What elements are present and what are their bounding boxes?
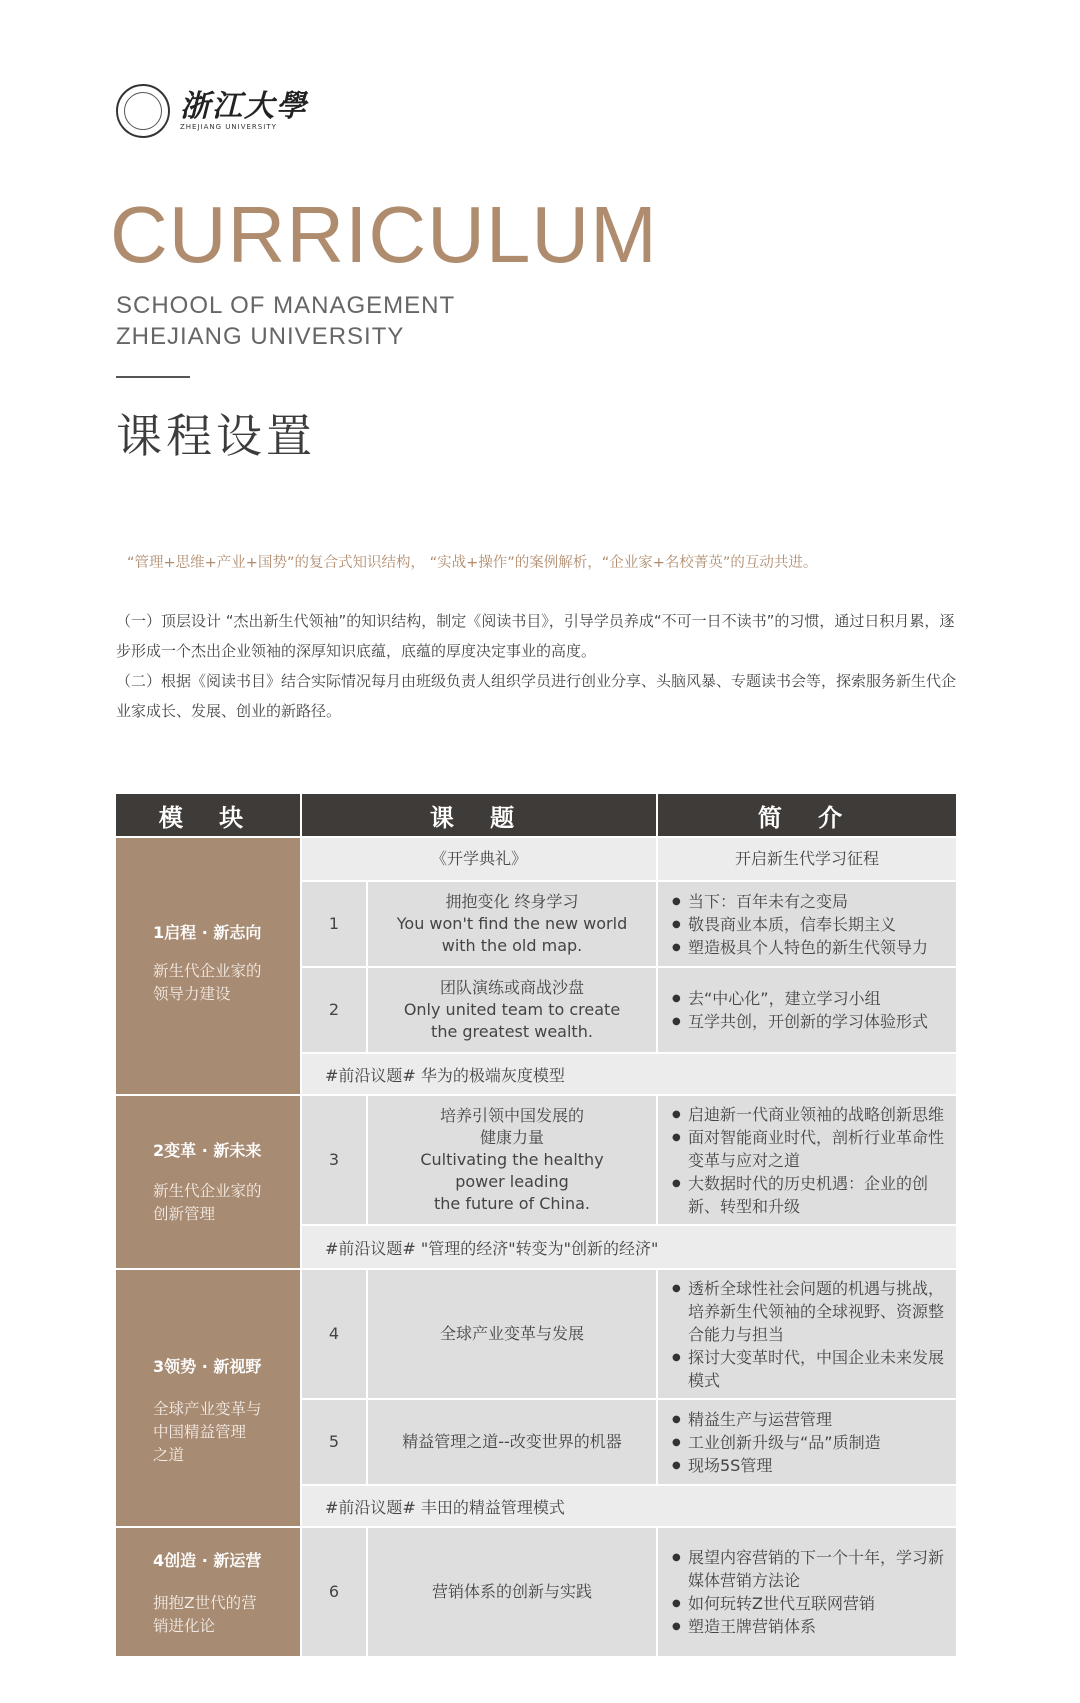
logo-en-text: ZHEJIANG UNIVERSITY xyxy=(180,123,277,131)
frontier-topic: #前沿议题# 华为的极端灰度模型 xyxy=(302,1054,956,1094)
section-title: 课程设置 xyxy=(116,409,316,463)
intro-bullet: ● 展望内容营销的下一个十年，学习新媒体营销方法论 xyxy=(672,1546,956,1592)
page-title: CURRICULUM xyxy=(110,190,658,279)
row-intro xyxy=(658,1270,956,1398)
module-2 xyxy=(116,1096,300,1268)
opening-topic: 《开学典礼》 xyxy=(302,838,656,880)
intro-bullet: ● 工业创新升级与“品”质制造 xyxy=(672,1431,881,1454)
header-intro: 简 介 xyxy=(658,794,956,836)
row-number: 6 xyxy=(302,1528,366,1656)
intro-bullet: ● 透析全球性社会问题的机遇与挑战，培养新生代领袖的全球视野、资源整合能力与担当 xyxy=(672,1277,956,1346)
university-seal-icon xyxy=(116,84,170,138)
row-topic: 营销体系的创新与实践 xyxy=(368,1528,656,1656)
subtitle-school: SCHOOL OF MANAGEMENT xyxy=(116,292,456,319)
frontier-topic: #前沿议题# 丰田的精益管理模式 xyxy=(302,1486,956,1526)
intro-bullet: ● 塑造王牌营销体系 xyxy=(672,1615,956,1638)
logo-cn-text: 浙江大學 xyxy=(180,89,308,124)
intro-bullet: ● 大数据时代的历史机遇：企业的创新、转型和升级 xyxy=(672,1172,956,1218)
intro-bullet: ● 塑造极具个人特色的新生代领导力 xyxy=(672,936,928,959)
intro-bullet: ● 敬畏商业本质，信奉长期主义 xyxy=(672,913,928,936)
row-intro xyxy=(658,1096,956,1224)
intro-bullet: ● 面对智能商业时代，剖析行业革命性变革与应对之道 xyxy=(672,1126,956,1172)
row-intro xyxy=(658,968,956,1052)
intro-bullet: ● 互学共创，开创新的学习体验形式 xyxy=(672,1010,928,1033)
row-number: 2 xyxy=(302,968,366,1052)
tagline: “管理+思维+产业+国势”的复合式知识结构， “实战+操作”的案例解析，“企业家+名校菁英”的互动共进。 xyxy=(127,555,818,571)
module-title: 1启程 · 新志向 xyxy=(153,923,262,942)
row-topic: 拥抱变化 终身学习 You won't find the new world with the old map. xyxy=(368,882,656,966)
row-topic: 培养引领中国发展的 健康力量 Cultivating the healthy power leading the future of China. xyxy=(368,1096,656,1224)
opening-intro: 开启新生代学习征程 xyxy=(658,838,956,880)
module-title: 2变革 · 新未来 xyxy=(153,1141,262,1160)
header-topic: 课 题 xyxy=(302,794,656,836)
row-number: 3 xyxy=(302,1096,366,1224)
subtitle-university: ZHEJIANG UNIVERSITY xyxy=(116,323,405,350)
intro-bullet: ● 启迪新一代商业领袖的战略创新思维 xyxy=(672,1103,956,1126)
module-desc: 全球产业变革与 中国精益管理 之道 xyxy=(153,1400,262,1464)
module-desc: 新生代企业家的 领导力建设 xyxy=(153,962,262,1003)
intro-bullet: ● 当下：百年未有之变局 xyxy=(672,890,928,913)
header-module: 模 块 xyxy=(116,794,300,836)
row-topic: 全球产业变革与发展 xyxy=(368,1270,656,1398)
intro-bullet: ● 现场5S管理 xyxy=(672,1454,881,1477)
intro-bullet: ● 如何玩转Z世代互联网营销 xyxy=(672,1592,956,1615)
module-desc: 新生代企业家的 创新管理 xyxy=(153,1182,262,1223)
module-title: 3领势 · 新视野 xyxy=(153,1357,262,1376)
divider xyxy=(116,376,190,378)
row-intro xyxy=(658,1528,956,1656)
module-1 xyxy=(116,838,300,1094)
row-intro xyxy=(658,882,956,966)
module-3 xyxy=(116,1270,300,1526)
intro-bullet: ● 去“中心化”，建立学习小组 xyxy=(672,987,928,1010)
frontier-topic: #前沿议题# "管理的经济"转变为"创新的经济" xyxy=(302,1226,956,1268)
module-desc: 拥抱Z世代的营 销进化论 xyxy=(153,1594,257,1635)
row-number: 5 xyxy=(302,1400,366,1484)
row-number: 4 xyxy=(302,1270,366,1398)
module-4 xyxy=(116,1528,300,1656)
intro-paragraph-1: （一）顶层设计 “杰出新生代领袖”的知识结构，制定《阅读书目》，引导学员养成“不可一日不读书”的习惯，通过日积月累，逐步形成一个杰出企业领袖的深厚知识底蕴，底蕴的厚度决定事业的高度。 xyxy=(116,612,955,660)
intro-bullet: ● 探讨大变革时代，中国企业未来发展模式 xyxy=(672,1346,956,1392)
intro-bullet: ● 精益生产与运营管理 xyxy=(672,1408,881,1431)
university-logo xyxy=(116,84,308,138)
module-title: 4创造 · 新运营 xyxy=(153,1551,262,1570)
row-topic: 团队演练或商战沙盘 Only united team to create the greatest wealth. xyxy=(368,968,656,1052)
row-topic: 精益管理之道--改变世界的机器 xyxy=(368,1400,656,1484)
intro-paragraph-2: （二）根据《阅读书目》结合实际情况每月由班级负责人组织学员进行创业分享、头脑风暴、专题读书会等，探索服务新生代企业家成长、发展、创业的新路径。 xyxy=(116,672,957,720)
row-number: 1 xyxy=(302,882,366,966)
row-intro xyxy=(658,1400,956,1484)
